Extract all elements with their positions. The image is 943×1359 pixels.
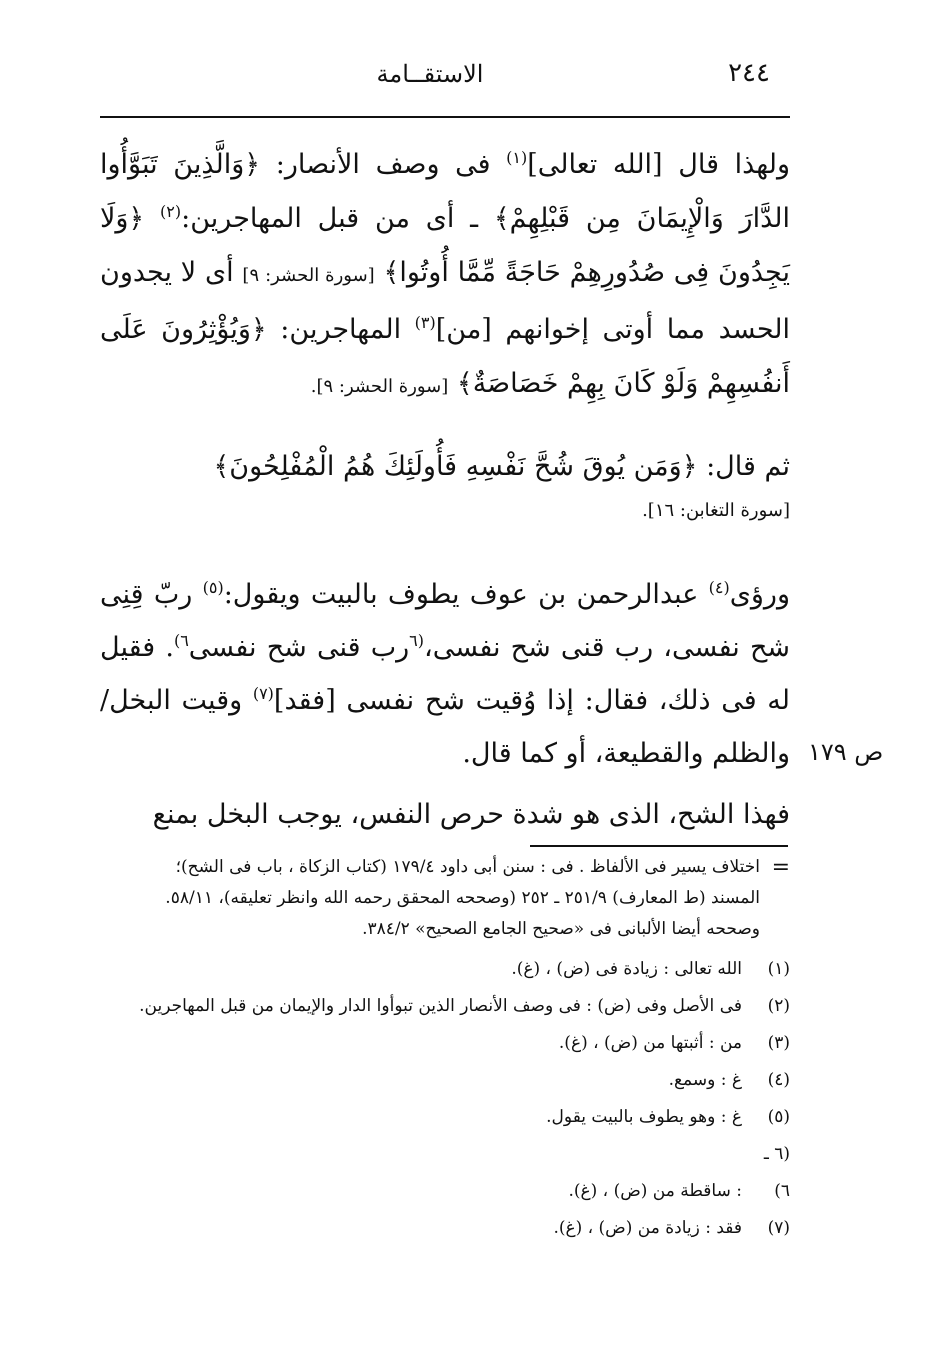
- footnote-item: [100, 1210, 790, 1247]
- verse-reference: [سورة الحشر: ٩].: [310, 376, 449, 397]
- footnote-number: (٥): [767, 1107, 790, 1127]
- page-header: [100, 52, 790, 92]
- footnote-number: (١): [767, 959, 790, 979]
- page-number: ٢٤٤: [728, 58, 770, 88]
- text-run: المهاجرين: ﴿وَيُؤْثِرُونَ عَلَى أَنفُسِهِمْ وَلَوْ كَانَ بِهِمْ خَصَاصَةٌ﴾: [100, 314, 790, 399]
- footnote-number: (٢): [767, 996, 790, 1016]
- footnote-ref: (٣): [414, 313, 436, 332]
- footnote-text: غ : وهو يطوف بالبيت يقول.: [546, 1107, 742, 1127]
- footnote-text: فى الأصل وفى (ض) : فى وصف الأنصار الذين تبوأوا الدار والإيمان من قبل المهاجرين.: [139, 996, 742, 1016]
- footnote-item: [100, 951, 790, 988]
- footnote-ref: (٤): [708, 578, 730, 597]
- footnote-item: [100, 1025, 790, 1062]
- footnote-ref: (٦: [409, 631, 425, 650]
- text-run: ورؤى: [729, 579, 790, 610]
- text-run: وقيت البخل/ والظلم والقطيعة، أو كما قال.: [100, 685, 790, 769]
- margin-page-note: ص ١٧٩: [808, 738, 884, 766]
- text-run: أى لا يجدون الحسد مما أوتى إخوانهم [من]: [100, 257, 790, 345]
- footnote-text: الله تعالى : زيادة فى (ض) ، (غ).: [511, 959, 742, 979]
- footnote-ref: (٢): [160, 202, 182, 221]
- footnote-number: (٦ ـ ٦): [763, 1144, 790, 1201]
- paragraph-conclusion: فهذا الشح، الذى هو شدة حرص النفس، يوجب البخل بمنع: [152, 799, 790, 830]
- footnote-number: (٧): [767, 1218, 790, 1238]
- footnote-list: [100, 951, 790, 1247]
- footnote-ref: (٥): [202, 578, 224, 597]
- running-title: الاستقــامة: [376, 60, 484, 88]
- paragraph-quran-quote: ثم قال: ﴿وَمَن يُوقَ شُحَّ نَفْسِهِ فَأُولَئِكَ هُمُ الْمُفْلِحُونَ﴾: [213, 451, 790, 482]
- footnote-continuation: [100, 852, 790, 945]
- footnote-item: [100, 1136, 790, 1210]
- footnote-text: غ : وسمع.: [668, 1070, 742, 1090]
- footnote-number: (٣): [767, 1033, 790, 1053]
- text-run: ولهذا قال [الله تعالى]: [527, 149, 790, 180]
- quran-quote: ﴿وَلَا يَجِدُونَ فِى صُدُورِهِمْ حَاجَةً مِّمَّا أُوتُوا﴾: [100, 203, 790, 288]
- footnote-number: (٤): [767, 1070, 790, 1090]
- text-run: رب قنى شح نفسى: [188, 632, 410, 663]
- footnote-ref: (١): [506, 148, 528, 167]
- main-text: [100, 138, 790, 840]
- verse-reference: [سورة التغابن: ١٦].: [642, 500, 790, 521]
- footnote-item: [100, 1062, 790, 1099]
- continuation-mark: =: [771, 855, 790, 880]
- footnote-text: فقد : زيادة من (ض) ، (غ).: [553, 1218, 742, 1238]
- continuation-line: المسند (ط المعارف) ٢٥١/٩ ـ ٢٥٢ (وصححه المحقق رحمه الله وانظر تعليقه)، ٥٨/١١.: [165, 888, 760, 908]
- footnote-rule: [530, 845, 788, 847]
- verse-reference: [سورة الحشر: ٩]: [242, 265, 375, 286]
- text-run: ربّ قِنِى شح نفسى، رب قنى شح نفسى،: [100, 579, 791, 663]
- paragraph-ansar: [100, 138, 790, 414]
- header-rule: [100, 116, 790, 118]
- text-run: . فقيل له فى ذلك، فقال: إذا وُقيت شح نفسى [فقد]: [100, 632, 790, 716]
- footnote-ref: ٦): [173, 631, 189, 650]
- footnotes: [100, 852, 790, 1247]
- paragraph-narration: [100, 568, 790, 780]
- footnote-text: من : أثبتها من (ض) ، (غ).: [558, 1033, 742, 1053]
- text-run: عبدالرحمن بن عوف يطوف بالبيت ويقول:: [223, 579, 709, 610]
- text-run: فى وصف الأنصار: ﴿وَالَّذِينَ تَبَوَّأُوا الدَّارَ وَالْإِيمَانَ مِن قَبْلِهِمْ﴾ ـ أى من قبل المهاجرين:: [100, 149, 790, 234]
- continuation-line: اختلاف يسير فى الألفاظ . فى : سنن أبى داود ١٧٩/٤ (كتاب الزكاة ، باب فى الشح)؛: [175, 857, 760, 877]
- footnote-item: [100, 1099, 790, 1136]
- footnote-ref: (٧): [252, 684, 274, 703]
- footnote-text: : ساقطة من (ض) ، (غ).: [568, 1181, 742, 1201]
- footnote-item: [100, 988, 790, 1025]
- continuation-line: وصححه أيضا الألبانى فى «صحيح الجامع الصحيح» ٣٨٤/٢.: [362, 919, 760, 939]
